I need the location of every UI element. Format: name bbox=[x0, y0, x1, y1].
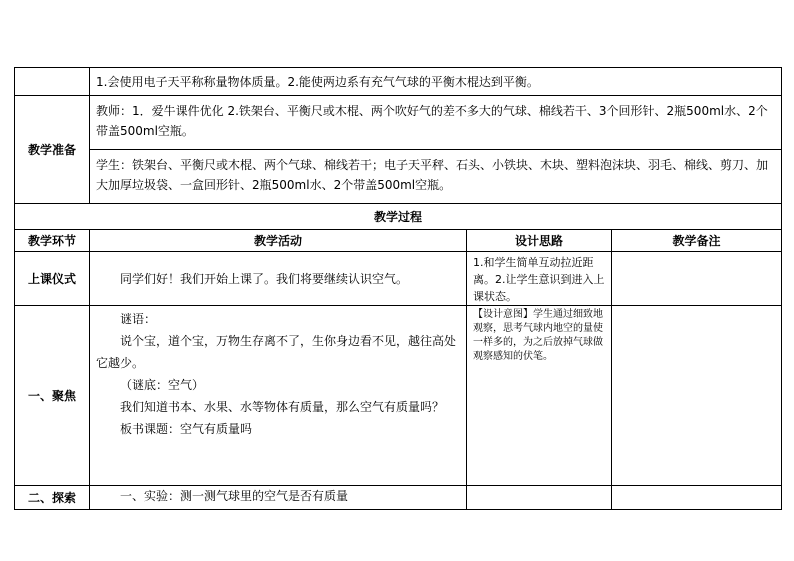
lesson-plan-table bbox=[14, 67, 782, 510]
design-intro: 1.和学生简单互动拉近距离。2.让学生意识到进入上课状态。 bbox=[467, 252, 612, 306]
design-explore bbox=[467, 486, 612, 510]
stage-intro: 上课仪式 bbox=[15, 252, 90, 306]
riddle-answer: （谜底：空气） bbox=[120, 378, 205, 392]
stage-explore: 二、探索 bbox=[15, 486, 90, 510]
objectives-text: 1.会使用电子天平称称量物体质量。2.能使两边系有充气气球的平衡木棍达到平衡。 bbox=[90, 68, 782, 96]
activity-explore: 一、实验：测一测气球里的空气是否有质量 bbox=[90, 486, 467, 510]
col-notes-header: 教学备注 bbox=[612, 230, 782, 252]
riddle-text: 说个宝，道个宝，万物生存离不了，生你身边看不见，越往高处它越少。 bbox=[96, 334, 457, 370]
objectives-label-cell bbox=[15, 68, 90, 96]
process-title: 教学过程 bbox=[15, 204, 782, 230]
col-stage-header: 教学环节 bbox=[15, 230, 90, 252]
board-title: 板书课题：空气有质量吗 bbox=[120, 422, 253, 436]
col-design-header: 设计思路 bbox=[467, 230, 612, 252]
col-activity-header: 教学活动 bbox=[90, 230, 467, 252]
notes-focus bbox=[612, 306, 782, 486]
prep-student: 学生：铁架台、平衡尺或木棍、两个气球、棉线若干；电子天平秤、石头、小铁块、木块、塑料泡沫块、羽毛、棉线、剪刀、加大加厚垃圾袋、一盒回形针、2瓶500ml水、2个带盖500ml空瓶。 bbox=[90, 150, 782, 204]
notes-intro bbox=[612, 252, 782, 306]
question-text: 我们知道书本、水果、水等物体有质量，那么空气有质量吗？ bbox=[120, 400, 445, 414]
activity-intro: 同学们好！我们开始上课了。我们将要继续认识空气。 bbox=[90, 252, 467, 306]
activity-focus bbox=[90, 306, 467, 486]
prep-label: 教学准备 bbox=[15, 96, 90, 204]
riddle-heading: 谜语： bbox=[120, 312, 157, 326]
notes-explore bbox=[612, 486, 782, 510]
stage-focus: 一、聚焦 bbox=[15, 306, 90, 486]
design-focus: 【设计意图】学生通过细致地观察，思考气球内地空的量使一样多的，为之后放掉气球做观察感知的伏笔。 bbox=[467, 306, 612, 486]
prep-teacher: 教师：1．爱牛课件优化 2.铁架台、平衡尺或木棍、两个吹好气的差不多大的气球、棉线若干、3个回形针、2瓶500ml水、2个带盖500ml空瓶。 bbox=[90, 96, 782, 150]
